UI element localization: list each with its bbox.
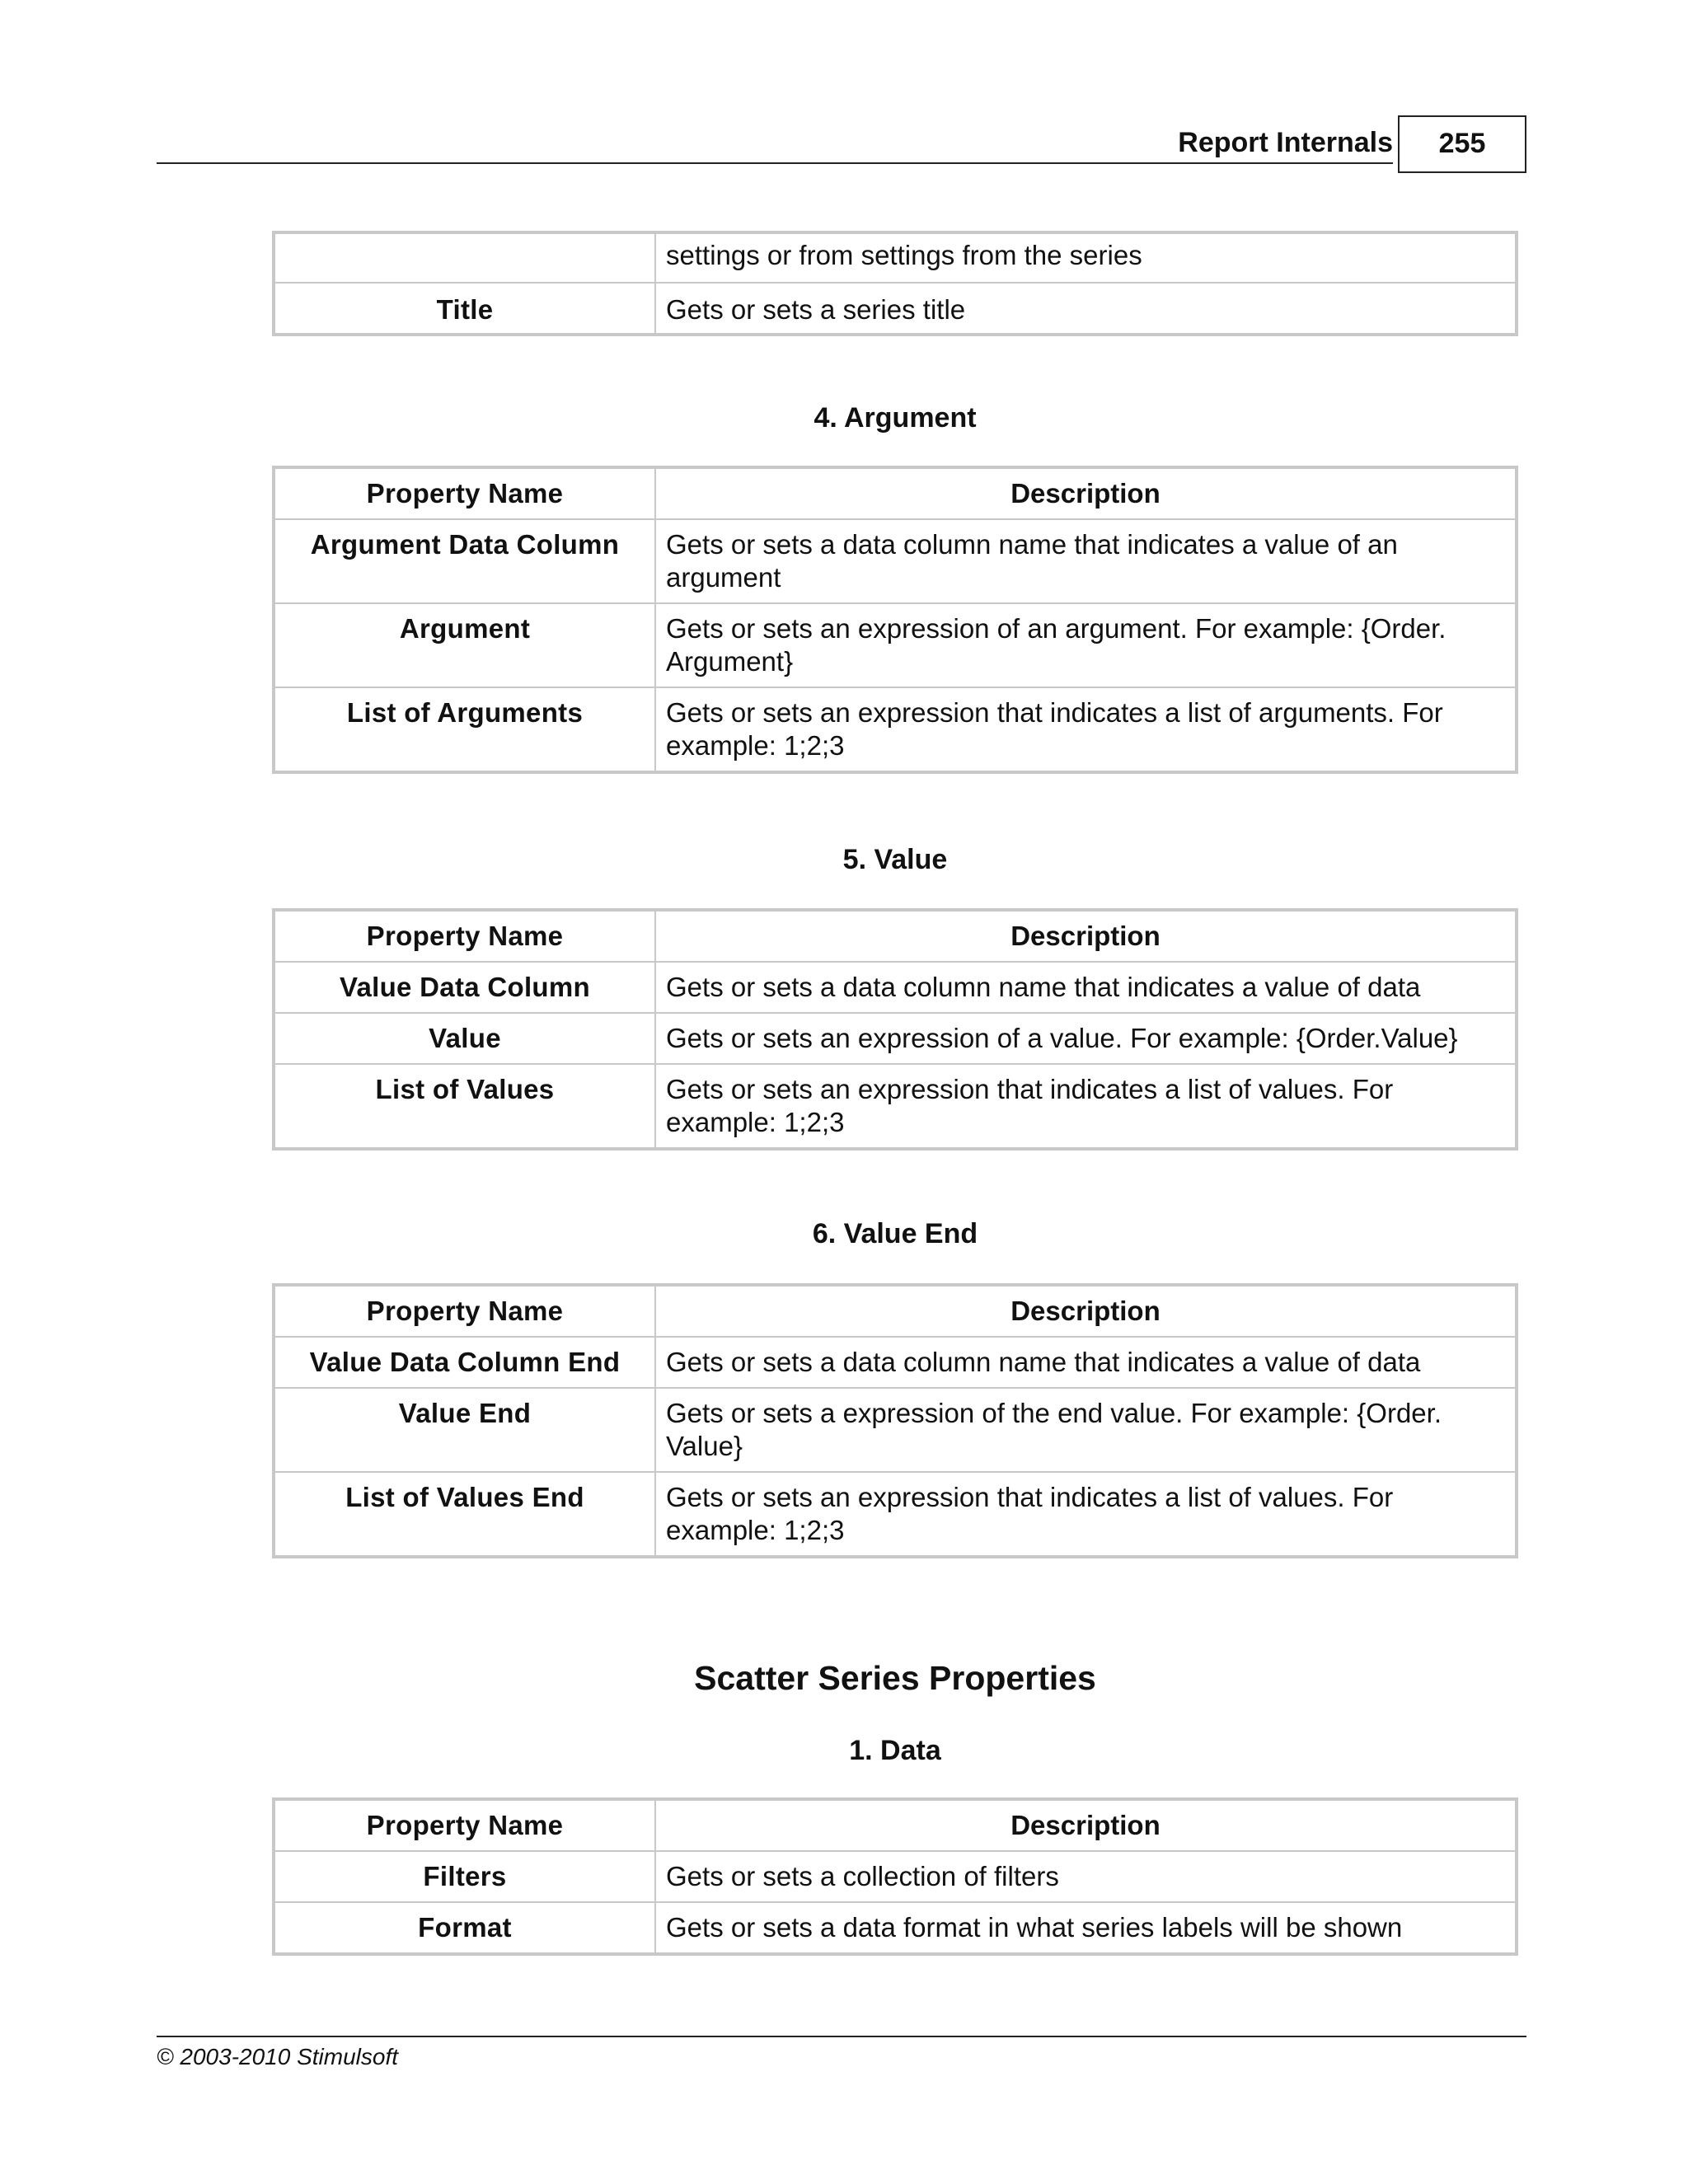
- page-header: [157, 115, 1526, 176]
- property-description: settings or from settings from the series: [655, 232, 1517, 283]
- property-name: [274, 232, 655, 283]
- property-description: Gets or sets a collection of filters: [655, 1851, 1517, 1902]
- table-row: [274, 1064, 1517, 1149]
- property-description: Gets or sets an expression that indicates a list of arguments. For example: 1;2;3: [655, 687, 1517, 772]
- table-row: [274, 1902, 1517, 1954]
- table-row: [274, 1013, 1517, 1064]
- table-header-row: [274, 1285, 1517, 1337]
- property-name: Value End: [274, 1388, 655, 1472]
- column-header-description: Description: [655, 467, 1517, 519]
- property-name: List of Values: [274, 1064, 655, 1149]
- column-header-property-name: Property Name: [274, 467, 655, 519]
- table-row: [274, 283, 1517, 335]
- table-header-row: [274, 910, 1517, 962]
- table-header-row: [274, 1799, 1517, 1851]
- column-header-description: Description: [655, 1285, 1517, 1337]
- property-description: Gets or sets an expression that indicates a list of values. For example: 1;2;3: [655, 1472, 1517, 1557]
- table-row: [274, 1472, 1517, 1557]
- property-description: Gets or sets a data format in what series labels will be shown: [655, 1902, 1517, 1954]
- scatter-data-properties-table: [272, 1797, 1518, 1956]
- scatter-data-section-title: 1. Data: [849, 1735, 941, 1766]
- property-name: Value: [274, 1013, 655, 1064]
- page-number: 255: [1398, 115, 1526, 173]
- footer-rule: [157, 2036, 1526, 2037]
- table-row: [274, 519, 1517, 603]
- property-description: Gets or sets an expression of a value. For example: {Order.Value}: [655, 1013, 1517, 1064]
- table-row: [274, 232, 1517, 283]
- property-name: Title: [274, 283, 655, 335]
- column-header-description: Description: [655, 1799, 1517, 1851]
- property-name: Format: [274, 1902, 655, 1954]
- value-end-properties-table: [272, 1283, 1518, 1558]
- property-description: Gets or sets a expression of the end value. For example: {Order. Value}: [655, 1388, 1517, 1472]
- argument-properties-table: [272, 466, 1518, 774]
- table-row: [274, 1851, 1517, 1902]
- property-description: Gets or sets a data column name that indicates a value of data: [655, 1337, 1517, 1388]
- table-row: [274, 1388, 1517, 1472]
- table-header-row: [274, 467, 1517, 519]
- header-section-title: Report Internals: [1178, 127, 1393, 158]
- table-row: [274, 603, 1517, 687]
- property-description: Gets or sets a data column name that indicates a value of data: [655, 962, 1517, 1013]
- property-description: Gets or sets a series title: [655, 283, 1517, 335]
- property-name: List of Values End: [274, 1472, 655, 1557]
- property-name: Filters: [274, 1851, 655, 1902]
- property-description: Gets or sets an expression that indicates a list of values. For example: 1;2;3: [655, 1064, 1517, 1149]
- value-end-section-title: 6. Value End: [812, 1218, 978, 1249]
- table-row: [274, 1337, 1517, 1388]
- table-row: [274, 687, 1517, 772]
- continued-properties-table: [272, 231, 1518, 336]
- column-header-property-name: Property Name: [274, 910, 655, 962]
- property-name: List of Arguments: [274, 687, 655, 772]
- property-description: Gets or sets a data column name that indicates a value of an argument: [655, 519, 1517, 603]
- property-name: Argument Data Column: [274, 519, 655, 603]
- footer-copyright: © 2003-2010 Stimulsoft: [157, 2044, 399, 2069]
- scatter-series-heading: Scatter Series Properties: [694, 1659, 1096, 1697]
- column-header-property-name: Property Name: [274, 1799, 655, 1851]
- column-header-property-name: Property Name: [274, 1285, 655, 1337]
- property-name: Value Data Column: [274, 962, 655, 1013]
- value-properties-table: [272, 908, 1518, 1151]
- header-rule: [157, 162, 1393, 164]
- property-name: Value Data Column End: [274, 1337, 655, 1388]
- table-row: [274, 962, 1517, 1013]
- argument-section-title: 4. Argument: [814, 402, 977, 434]
- value-section-title: 5. Value: [842, 844, 948, 875]
- property-description: Gets or sets an expression of an argument. For example: {Order. Argument}: [655, 603, 1517, 687]
- column-header-description: Description: [655, 910, 1517, 962]
- property-name: Argument: [274, 603, 655, 687]
